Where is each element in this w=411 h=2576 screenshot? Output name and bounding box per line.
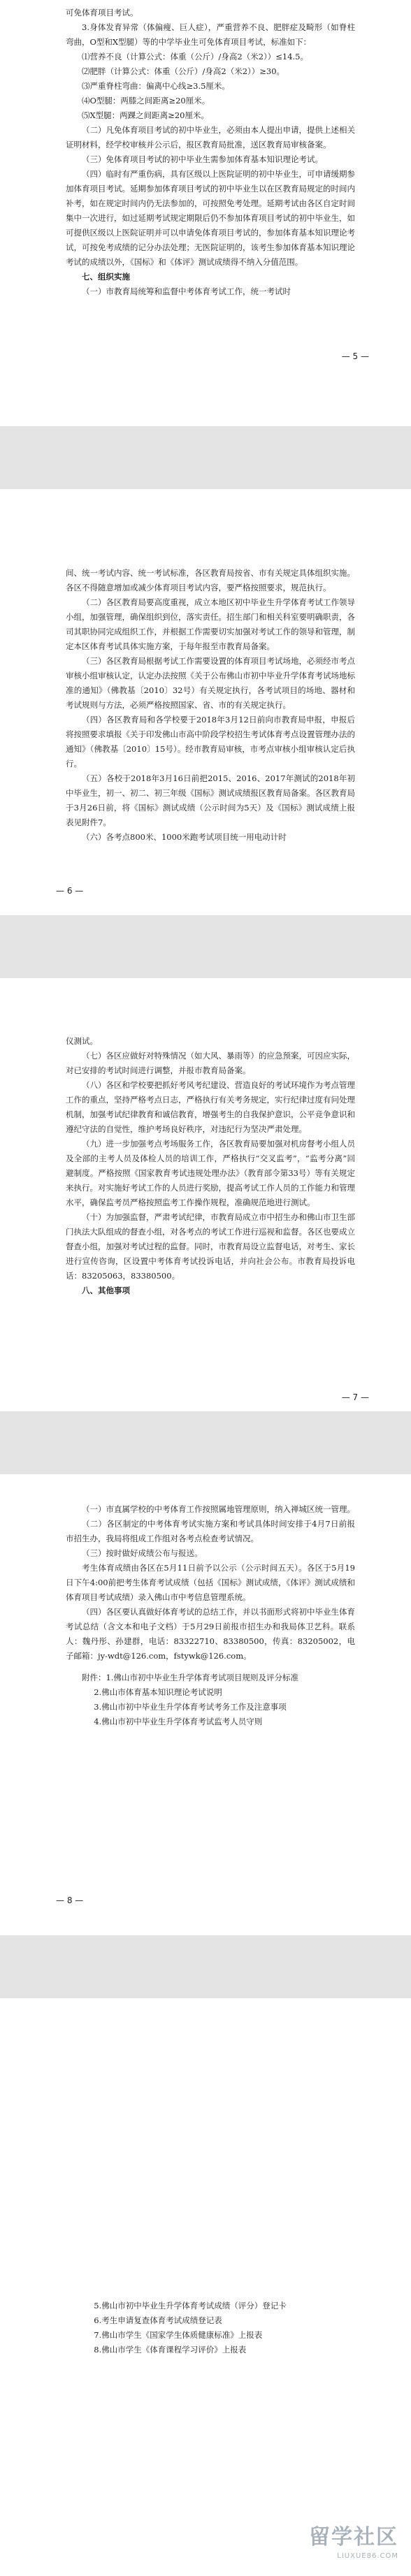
document-page-4 bbox=[0, 1474, 411, 1935]
document-page-2 bbox=[0, 489, 411, 915]
watermark-text: 留学社区 bbox=[309, 2525, 398, 2549]
paragraph: （六）各考点800米、1000米跑考试项目统一用电动计时 bbox=[82, 832, 287, 842]
paragraph: （七）各区应做好对特殊情况（如大风、暴雨等）的应急预案，可因应实际，对已安排的考试时间进行调整，并报市教育局备案。 bbox=[66, 1051, 355, 1075]
paragraph: （二）各区教育局要高度重视，成立本地区初中毕业生升学体育考试工作领导小组，加强管理，确保组织到位，落实责任。招生部门和相关科室要明确职责，各司其职协同完成组织工作，并根据工作需要切实加强对考试工作的领导和管理，制定本区体育考试具体实施方案，于每年报至市教育局备案。 bbox=[66, 597, 355, 651]
paragraph: （四）临时有严重伤病，具有区级以上医院证明的初中毕业生，可申请缓期参加体育项目考试。延期参加体育项目考试的初中毕业生以在区教育局规定的时间内补考，如在规定时间内仍无法参加的，可按照免考处理。延期考试由各区自定时间集中一次进行，如过延期考试规定期限后仍不参加体育项目考试的初中毕业生，如可提供区级以上医院证明并可以申请免体育项目考试的，参加体育基本知识理论考试，可按免考成绩的记分办法处理；无医院证明的，该考生参加体育基本知识理论考试的成绩以外，《国标》和《体评》测试成绩得不纳入分值范围。 bbox=[66, 169, 355, 267]
paragraph: （八）各区和学校要把抓好考风考纪建设、营造良好的考试环境作为考点管理工作的重点，坚持严格考点日志，严格执行有关考务规定，实行纪律过度有问处理机制，加强考试纪律教育和诚信教育，增强考生的自我保护意识，公平竞争意识和遵纪守法的自觉性，维护考场良好秩序，对违纪行为坚决严肃处理。 bbox=[66, 1080, 355, 1134]
paragraph: （一）市直属学校的中考体育工作按照属地管理原则，纳入禅城区统一管理。 bbox=[82, 1504, 355, 1514]
page-gap bbox=[0, 1411, 411, 1474]
paragraph: （一）市教育局统筹和监督中考体育考试工作，统一考试时 bbox=[82, 286, 291, 296]
attachments-label-text: 附件： bbox=[82, 1673, 106, 1682]
paragraph: （九）进一步加强考点考场服务工作，各区教育局要加强对机房督考小组人员及全部的主考人员及体检人员的培训工作，严格执行“交叉监考”，“监考分离”回避制度。严格按照《国家教育考试违规处理办法》（教育部令第33号）等有关规定来执行。对实施好考试工作的人员进行奖励，提高考试工作人员的工作能力和管理水平，确保监考员严格按照监考工作操作规程，准确规范地进行测试。 bbox=[66, 1139, 355, 1207]
paragraph: ⑷O型腿：两膝之间距离≥20厘米。 bbox=[82, 96, 210, 105]
document-page-5 bbox=[0, 1998, 411, 2576]
section-heading: 七、组织实施 bbox=[82, 272, 130, 282]
page-number: — 6 — bbox=[56, 886, 84, 896]
paragraph: ⑴营养不良（计算公式：体重（公斤）/身高2（米2））≤14.5。 bbox=[82, 52, 308, 61]
section-heading: 八、其他事项 bbox=[82, 1286, 130, 1295]
page-gap bbox=[0, 915, 411, 978]
attachments-label bbox=[66, 1671, 355, 1685]
paragraph: （十）为加强监督，严肃考试纪律，市教育局成立市中招生办和佛山市卫生部门执法大队组成的督查小组，对各考点的考试工作进行巡视和监督。各区也要成立督查小组，加强对考试过程的监督。同时，市教育局设立监督电话，对考生、家长进行宣传咨询，区设置中考体育考试投诉电话，并向社会公布。市教育局投诉电话：83205063，83380500。 bbox=[66, 1212, 355, 1281]
attachment-item: 2.佛山市体育基本知识理论考试说明 bbox=[94, 1687, 222, 1697]
paragraph: （四）各区教育局和各学校要于2018年3月12日前向市教育局申报，申报后将按照要求填报《关于印发佛山市高中阶段学校招生考试体育考点设置管理办法的通知》（佛教基〔2010〕15号）。经市教育局审核，市考点审核小组审核认定后执行。 bbox=[66, 715, 355, 769]
attachment-item: 4.佛山市初中毕业生升学体育考试监考人员守则 bbox=[94, 1717, 263, 1726]
attachment-item: 8.佛山市学生《体育课程学习评价》上报表 bbox=[94, 2345, 247, 2355]
paragraph: 仪测试。 bbox=[66, 1036, 98, 1046]
paragraph: 可免体育项目考试。 bbox=[66, 8, 138, 17]
attachment-item: 1.佛山市初中毕业生升学体育考试项目规则及评分标准 bbox=[106, 1673, 298, 1682]
paragraph: （二）各区制定的中考体育考试实施方案和考试具体时间安排于4月7日前报市招生办，我局将组成工作组对各考点检查考试情况。 bbox=[66, 1519, 355, 1543]
page-gap bbox=[0, 1935, 411, 1998]
paragraph: （三）免体育项目考试的初中毕业生需参加体育基本知识理论考试。 bbox=[82, 154, 323, 164]
paragraph: 3.身体发育异常（体偏瘦、巨人症），严重营养不良、肥胖症及畸形（如脊柱弯曲，O型和X型腿）等的中学毕业生可免体育项目考试，标准如下： bbox=[66, 22, 355, 47]
watermark-logo bbox=[309, 2525, 398, 2563]
attachment-item: 6.考生申请复查体育考试成绩登记表 bbox=[94, 2315, 222, 2325]
paragraph: （二）凡免体育项目考试的初中毕业生，必须由本人提出申请，提供上述相关证明材料，经学校审核并公示后，报区教育局批准，送区教育局审核备案。 bbox=[66, 125, 355, 150]
paragraph: （三）按时做好成绩公布与报送。 bbox=[82, 1548, 203, 1558]
paragraph: 考生体育成绩由各区在5月11日前予以公示（公示时间五天）。各区于5月19日下午4:00前把考生体育考试成绩（包括《国标》测试成绩，《体评》测试成绩和体育项目考试成绩）录入佛山市中考信息管理系统。 bbox=[66, 1563, 355, 1602]
page-number: — 8 — bbox=[56, 1895, 84, 1905]
watermark-subtext: LIUXUE86.COM bbox=[337, 2552, 398, 2560]
attachment-item: 5.佛山市初中毕业生升学体育考试成绩（评分）登记卡 bbox=[94, 2301, 287, 2311]
paragraph: （四）各区要认真做好体育考试的总结工作，并以书面形式将初中毕业生体育考试总结（含文本和电子文档）于5月29日前报市招生办和我局体卫艺科。联系人：魏丹彤、孙建群，电话：83322710、83380500，传真：83205002，电子邮箱：jy-wdt@126.com，fstywk@126.com。 bbox=[66, 1607, 355, 1661]
document-page-3 bbox=[0, 978, 411, 1411]
page-gap bbox=[0, 426, 411, 489]
attachment-item: 3.佛山市初中毕业生升学体育考试考务工作及注意事项 bbox=[94, 1702, 287, 1712]
paragraph: ⑵肥胖（计算公式：体重（公斤）/身高2（米2））≥30。 bbox=[82, 66, 285, 76]
paragraph: （三）各区教育局根据考试工作需要设置的体育项目考试场地，必须经市考点审核小组审核认定，认定办法按照《关于公布佛山市初中毕业升学体育考试场地标准的通知》（佛教基〔2010〕32号）有关规定执行，各考试项目的场地、器材和考试规则与方法，必须严格按照国家、省、市的有关规定执行。 bbox=[66, 656, 355, 710]
paragraph: 间、统一考试内容、统一考试标准，各区教育局按省、市有关规定具体组织实施。各区不得随意增加或减少体育项目考试内容，要严格按照要求，规范执行。 bbox=[66, 568, 355, 592]
paragraph: ⑶严重脊柱弯曲：偏离中心线≥3.5厘米。 bbox=[82, 81, 230, 91]
document-page-1 bbox=[0, 0, 411, 426]
attachment-item: 7.佛山市学生《国家学生体质健康标准》上报表 bbox=[94, 2330, 263, 2340]
page-number: — 5 — bbox=[341, 351, 369, 361]
paragraph: ⑸X型腿：两踝之间距离≥20厘米。 bbox=[82, 110, 209, 120]
page-number: — 7 — bbox=[341, 1392, 369, 1402]
paragraph: （五）各校于2018年3月16日前把2015、2016、2017年测试的2018年初中毕业生，初一、初二、初三年级《国标》测试成绩报区教育局备案。各区教育局于3月26日前，将《国标》测试成绩（公示时间为5天）及《国标》测试成绩上报表见附件7。 bbox=[66, 773, 355, 827]
